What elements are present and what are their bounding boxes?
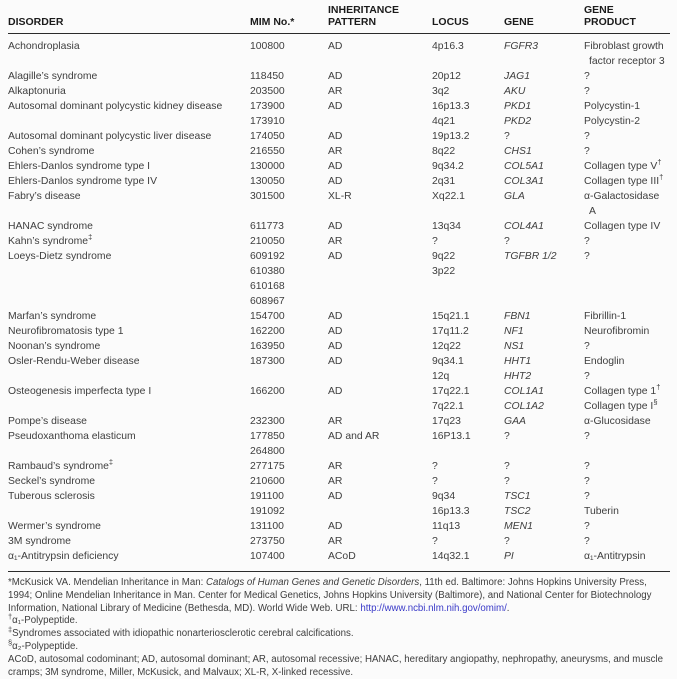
locus-cell: 17q23 <box>432 416 461 427</box>
table-row <box>8 234 670 249</box>
inheritance-pattern-cell <box>328 399 432 414</box>
mim-number-cell: 187300 <box>250 356 285 367</box>
gene-product-cell <box>584 279 670 294</box>
footnote-abbreviations: ACoD, autosomal codominant; AD, autosomal dominant; AR, autosomal recessive; HANAC, hereditary angiopathy, nephropathy, aneurysms, and muscle cramps; 3M syndrome, Miller, McKusick, and Malvaux; XL-R, X-linked recessive. <box>8 653 663 678</box>
inheritance-pattern-cell: AD <box>328 176 343 187</box>
mim-number-cell: 273750 <box>250 536 285 547</box>
locus-cell: 19p13.2 <box>432 131 470 142</box>
locus-cell: 20p12 <box>432 71 461 82</box>
inheritance-pattern-cell: AD <box>328 101 343 112</box>
locus-cell: 16p13.3 <box>432 506 470 517</box>
table-row <box>8 84 670 99</box>
gene-cell <box>504 264 584 279</box>
disorder-cell: Alkaptonuria <box>8 86 66 97</box>
table-row <box>8 34 670 70</box>
gene-cell: COL1A1 <box>504 386 544 397</box>
inheritance-pattern-cell: AD <box>328 251 343 262</box>
gene-cell: NF1 <box>504 326 524 337</box>
inheritance-pattern-cell <box>328 504 432 519</box>
locus-cell: ? <box>432 536 438 547</box>
footnote-source-text-1: McKusick VA. Mendelian Inheritance in Man: <box>11 577 206 588</box>
mim-number-cell: 174050 <box>250 131 285 142</box>
disorder-cell: Ehlers-Danlos syndrome type IV <box>8 176 157 187</box>
gene-product-cell: ? <box>584 131 590 142</box>
disorder-cell <box>8 399 250 414</box>
locus-cell: 3q2 <box>432 86 450 97</box>
mim-number-cell: 610380 <box>250 266 285 277</box>
gene-cell: ? <box>504 461 510 472</box>
locus-cell: Xq22.1 <box>432 191 465 202</box>
gene-product-cell: α₁-Antitrypsin <box>584 551 646 562</box>
disorder-cell: Achondroplasia <box>8 41 80 52</box>
inheritance-pattern-cell: AD <box>328 356 343 367</box>
table-row <box>8 354 670 369</box>
inheritance-pattern-cell: AR <box>328 416 343 427</box>
locus-cell: 17q22.1 <box>432 386 470 397</box>
locus-cell: 2q31 <box>432 176 456 187</box>
gene-cell: ? <box>504 536 510 547</box>
locus-cell: 3p22 <box>432 266 456 277</box>
inheritance-pattern-cell: XL-R <box>328 191 352 202</box>
gene-cell: GAA <box>504 416 526 427</box>
gene-cell: COL4A1 <box>504 221 544 232</box>
table-row <box>8 294 670 309</box>
footnote-marker: † <box>656 382 661 392</box>
inheritance-pattern-cell: AR <box>328 146 343 157</box>
locus-cell: 15q21.1 <box>432 311 470 322</box>
footnote-marker-double-dagger: ‡ <box>8 624 13 634</box>
mim-number-cell: 232300 <box>250 416 285 427</box>
inheritance-pattern-cell: AD <box>328 311 343 322</box>
footnote-marker: † <box>659 172 664 182</box>
gene-cell: GLA <box>504 191 525 202</box>
disorder-cell <box>8 279 250 294</box>
locus-cell: 16P13.1 <box>432 431 471 442</box>
gene-cell: PKD1 <box>504 101 532 112</box>
table-row <box>8 339 670 354</box>
gene-cell: PI <box>504 551 514 562</box>
col-header-gene: GENE <box>504 4 584 34</box>
inheritance-pattern-cell <box>328 264 432 279</box>
disorder-cell: 3M syndrome <box>8 536 71 547</box>
locus-cell: 14q32.1 <box>432 551 470 562</box>
inheritance-pattern-cell: AD <box>328 341 343 352</box>
inheritance-pattern-cell: AD <box>328 326 343 337</box>
gene-product-cell: ? <box>584 341 590 352</box>
disorder-cell: Seckel’s syndrome <box>8 476 96 487</box>
table-row <box>8 549 670 564</box>
gene-product-cell: Neurofibromin <box>584 326 650 337</box>
gene-product-cell: ? <box>584 236 590 247</box>
gene-product-cell: Fibroblast growth factor receptor 3 <box>584 41 665 67</box>
table-row <box>8 429 670 444</box>
inheritance-pattern-cell: AD <box>328 521 343 532</box>
disorder-cell: Cohen’s syndrome <box>8 146 95 157</box>
col-header-disorder: DISORDER <box>8 4 250 34</box>
gene-cell: CHS1 <box>504 146 532 157</box>
disorder-cell <box>8 114 250 129</box>
inheritance-pattern-cell: AD <box>328 386 343 397</box>
locus-cell <box>432 294 504 309</box>
disorder-cell: Ehlers-Danlos syndrome type I <box>8 161 151 172</box>
footnote-source-text-2: , 11th ed. Baltimore: Johns Hopkins University Press, 1994; Online Mendelian Inheritance in Man. Center for Medical Genetics, Johns Hopkins University (Baltimore), and National Center for Biotechnology Information, National Library of Medicine (Bethesda, MD). World Wide Web. URL: <box>8 577 652 614</box>
table-row <box>8 444 670 459</box>
locus-cell: 9q22 <box>432 251 456 262</box>
gene-product-cell: ? <box>584 146 590 157</box>
mim-number-cell: 130000 <box>250 161 285 172</box>
gene-product-cell: Collagen type 1† <box>584 382 661 397</box>
locus-cell: 11q13 <box>432 521 461 532</box>
mim-number-cell: 107400 <box>250 551 285 562</box>
footnote-marker: ‡ <box>88 232 93 242</box>
table-row <box>8 279 670 294</box>
gene-product-cell: α-Glucosidase <box>584 416 651 427</box>
footnote-source-book-title: Catalogs of Human Genes and Genetic Disorders <box>205 577 420 588</box>
gene-cell: HHT2 <box>504 371 532 382</box>
footnote-double-dagger <box>8 624 670 641</box>
inheritance-pattern-cell: AD <box>328 131 343 142</box>
gene-product-cell: Collagen type III† <box>584 172 664 187</box>
gene-product-cell <box>584 444 670 459</box>
mim-number-cell: 301500 <box>250 191 285 202</box>
gene-product-cell: Endoglin <box>584 356 625 367</box>
mim-number-cell: 154700 <box>250 311 285 322</box>
locus-cell <box>432 279 504 294</box>
disorder-cell: Tuberous sclerosis <box>8 491 95 502</box>
inheritance-pattern-cell: AR <box>328 86 343 97</box>
table-row <box>8 369 670 384</box>
inheritance-pattern-cell <box>328 444 432 459</box>
gene-cell: PKD2 <box>504 116 532 127</box>
footnote-dagger <box>8 612 670 628</box>
table-row <box>8 474 670 489</box>
mim-number-cell: 611773 <box>250 221 284 232</box>
disorder-cell: HANAC syndrome <box>8 221 93 232</box>
table-body <box>8 34 670 565</box>
inheritance-pattern-cell: AR <box>328 461 343 472</box>
locus-cell: 4p16.3 <box>432 41 464 52</box>
locus-cell: 12q22 <box>432 341 461 352</box>
mim-number-cell: 100800 <box>250 41 285 52</box>
disorder-cell: Autosomal dominant polycystic liver disease <box>8 131 212 142</box>
inheritance-pattern-cell: AD <box>328 41 343 52</box>
mim-number-cell: 610168 <box>250 281 285 292</box>
gene-product-cell <box>584 294 670 309</box>
footnote-marker-section: § <box>8 637 13 647</box>
footnote-marker: † <box>657 157 662 167</box>
mim-number-cell: 163950 <box>250 341 285 352</box>
gene-product-cell <box>584 264 670 279</box>
col-header-mim: MIM No.* <box>250 4 328 34</box>
disorder-cell: Neurofibromatosis type 1 <box>8 326 124 337</box>
gene-product-cell: ? <box>584 521 590 532</box>
gene-cell <box>504 279 584 294</box>
gene-product-cell: Collagen type V† <box>584 157 662 172</box>
mim-number-cell: 191092 <box>250 506 285 517</box>
inheritance-pattern-cell: AD <box>328 221 343 232</box>
table-row <box>8 99 670 114</box>
table-row <box>8 384 670 399</box>
gene-cell: TGFBR 1/2 <box>504 251 557 262</box>
gene-product-cell: ? <box>584 251 590 262</box>
disorder-cell <box>8 444 250 459</box>
gene-cell: COL5A1 <box>504 161 544 172</box>
table-row <box>8 189 670 219</box>
gene-product-cell: Tuberin <box>584 506 619 517</box>
gene-product-cell: Fibrillin-1 <box>584 311 627 322</box>
locus-cell: ? <box>432 476 438 487</box>
inheritance-pattern-cell: AD <box>328 161 343 172</box>
disorder-cell: Pompe’s disease <box>8 416 87 427</box>
genetic-disorders-table <box>8 4 670 564</box>
table-row <box>8 174 670 189</box>
disorder-cell: Marfan’s syndrome <box>8 311 97 322</box>
gene-cell: AKU <box>504 86 526 97</box>
disorder-cell <box>8 369 250 384</box>
locus-cell: 17q11.2 <box>432 326 469 337</box>
mim-number-cell: 608967 <box>250 296 285 307</box>
gene-cell: FGFR3 <box>504 41 539 52</box>
omim-url-link[interactable]: http://www.ncbi.nlm.nih.gov/omim/ <box>360 602 507 614</box>
disorder-cell: Osler-Rendu-Weber disease <box>8 356 140 367</box>
table-row <box>8 159 670 174</box>
gene-product-cell: ? <box>584 371 590 382</box>
footnote-marker: ‡ <box>108 457 114 467</box>
gene-cell: ? <box>504 431 510 442</box>
locus-cell: ? <box>432 461 438 472</box>
gene-cell: JAG1 <box>504 71 530 82</box>
gene-product-cell: ? <box>584 476 590 487</box>
mim-number-cell: 166200 <box>250 386 285 397</box>
gene-product-cell: Collagen type I§ <box>584 397 658 412</box>
table-row <box>8 264 670 279</box>
footnotes <box>8 571 670 679</box>
mim-number-cell: 210050 <box>250 236 285 247</box>
gene-product-cell: Polycystin-1 <box>584 101 641 112</box>
footnote-dagger-text: α₁-Polypeptide. <box>12 615 78 627</box>
inheritance-pattern-cell <box>328 369 432 384</box>
disorder-cell: Loeys-Dietz syndrome <box>8 251 112 262</box>
inheritance-pattern-cell: ACoD <box>328 551 356 562</box>
gene-cell: COL1A2 <box>504 401 544 412</box>
locus-cell: 4q21 <box>432 116 456 127</box>
locus-cell: 12q <box>432 371 450 382</box>
mim-number-cell <box>250 369 328 384</box>
locus-cell: 9q34 <box>432 491 456 502</box>
mim-number-cell: 177850 <box>250 431 285 442</box>
locus-cell: 7q22.1 <box>432 401 464 412</box>
gene-cell <box>504 444 584 459</box>
mim-number-cell: 210600 <box>250 476 285 487</box>
disorder-cell <box>8 294 250 309</box>
table-row <box>8 69 670 84</box>
locus-cell <box>432 444 504 459</box>
disorder-cell: Rambaud’s syndrome‡ <box>8 457 114 472</box>
inheritance-pattern-cell: AR <box>328 536 343 547</box>
gene-product-cell: ? <box>584 536 590 547</box>
locus-cell: 9q34.2 <box>432 161 464 172</box>
mim-number-cell: 264800 <box>250 446 285 457</box>
gene-cell: MEN1 <box>504 521 533 532</box>
inheritance-pattern-cell: AR <box>328 476 343 487</box>
gene-product-cell: ? <box>584 86 590 97</box>
col-header-locus: LOCUS <box>432 4 504 34</box>
locus-cell: 16p13.3 <box>432 101 470 112</box>
disorder-cell: Kahn’s syndrome‡ <box>8 232 93 247</box>
mim-number-cell: 216550 <box>250 146 285 157</box>
mim-number-cell: 173900 <box>250 101 285 112</box>
gene-product-cell: Polycystin-2 <box>584 116 641 127</box>
footnote-section-text: α₂-Polypeptide. <box>12 640 79 652</box>
inheritance-pattern-cell <box>328 114 432 129</box>
disorder-cell: Noonan’s syndrome <box>8 341 101 352</box>
inheritance-pattern-cell: AD <box>328 71 343 82</box>
gene-cell: ? <box>504 236 510 247</box>
mim-number-cell: 191100 <box>250 491 284 502</box>
table-row <box>8 114 670 129</box>
table-row <box>8 519 670 534</box>
mim-number-cell: 609192 <box>250 251 285 262</box>
locus-cell: 8q22 <box>432 146 456 157</box>
mim-number-cell: 162200 <box>250 326 285 337</box>
gene-cell: HHT1 <box>504 356 532 367</box>
table-row <box>8 504 670 519</box>
table-row <box>8 129 670 144</box>
disorder-cell: α₁-Antitrypsin deficiency <box>8 551 119 562</box>
gene-cell: TSC2 <box>504 506 531 517</box>
table-row <box>8 144 670 159</box>
footnote-source-text-3: . <box>506 602 510 614</box>
table-row <box>8 459 670 474</box>
disorder-cell: Fabry’s disease <box>8 191 81 202</box>
mim-number-cell: 130050 <box>250 176 285 187</box>
gene-cell: ? <box>504 476 510 487</box>
footnote-marker-dagger: † <box>8 612 13 622</box>
footnote-double-dagger-text: Syndromes associated with idiopathic nonarteriosclerotic cerebral calcifications. <box>12 628 354 640</box>
locus-cell: 9q34.1 <box>432 356 464 367</box>
gene-product-cell: ? <box>584 71 590 82</box>
gene-product-cell: ? <box>584 431 590 442</box>
inheritance-pattern-cell: AR <box>328 236 343 247</box>
col-header-inheritance: INHERITANCE PATTERN <box>328 4 432 34</box>
inheritance-pattern-cell <box>328 294 432 309</box>
footnote-section <box>8 637 670 654</box>
disorder-cell <box>8 504 250 519</box>
disorder-cell: Alagille’s syndrome <box>8 71 98 82</box>
mim-number-cell: 173910 <box>250 116 285 127</box>
table-row <box>8 534 670 549</box>
disorder-cell: Osteogenesis imperfecta type I <box>8 386 152 397</box>
table-row <box>8 399 670 414</box>
col-header-gene-product: GENE PRODUCT <box>584 4 670 34</box>
gene-product-cell: Collagen type IV <box>584 221 661 232</box>
footnote-marker-asterisk: * <box>8 577 12 588</box>
gene-cell: COL3A1 <box>504 176 544 187</box>
inheritance-pattern-cell: AD and AR <box>328 431 380 442</box>
mim-number-cell <box>250 399 328 414</box>
mim-number-cell: 277175 <box>250 461 285 472</box>
disorder-cell: Pseudoxanthoma elasticum <box>8 431 136 442</box>
gene-cell: NS1 <box>504 341 525 352</box>
gene-product-cell: α-Galactosidase A <box>584 191 660 217</box>
table-header <box>8 4 670 34</box>
table-row <box>8 309 670 324</box>
table-row <box>8 324 670 339</box>
gene-cell: ? <box>504 131 510 142</box>
disorder-cell: Wermer’s syndrome <box>8 521 101 532</box>
disorder-cell <box>8 264 250 279</box>
table-row <box>8 249 670 264</box>
inheritance-pattern-cell <box>328 279 432 294</box>
gene-product-cell: ? <box>584 461 590 472</box>
gene-cell: FBN1 <box>504 311 531 322</box>
gene-cell <box>504 294 584 309</box>
inheritance-pattern-cell: AD <box>328 491 343 502</box>
table-row <box>8 219 670 234</box>
footnote-marker: § <box>653 397 658 407</box>
locus-cell: ? <box>432 236 438 247</box>
gene-product-cell: ? <box>584 491 590 502</box>
footnote-source <box>8 577 670 615</box>
table-row <box>8 414 670 429</box>
mim-number-cell: 118450 <box>250 71 284 82</box>
mim-number-cell: 203500 <box>250 86 285 97</box>
locus-cell: 13q34 <box>432 221 461 232</box>
table-row <box>8 489 670 504</box>
mim-number-cell: 131100 <box>250 521 284 532</box>
disorder-cell: Autosomal dominant polycystic kidney disease <box>8 101 223 112</box>
gene-cell: TSC1 <box>504 491 531 502</box>
